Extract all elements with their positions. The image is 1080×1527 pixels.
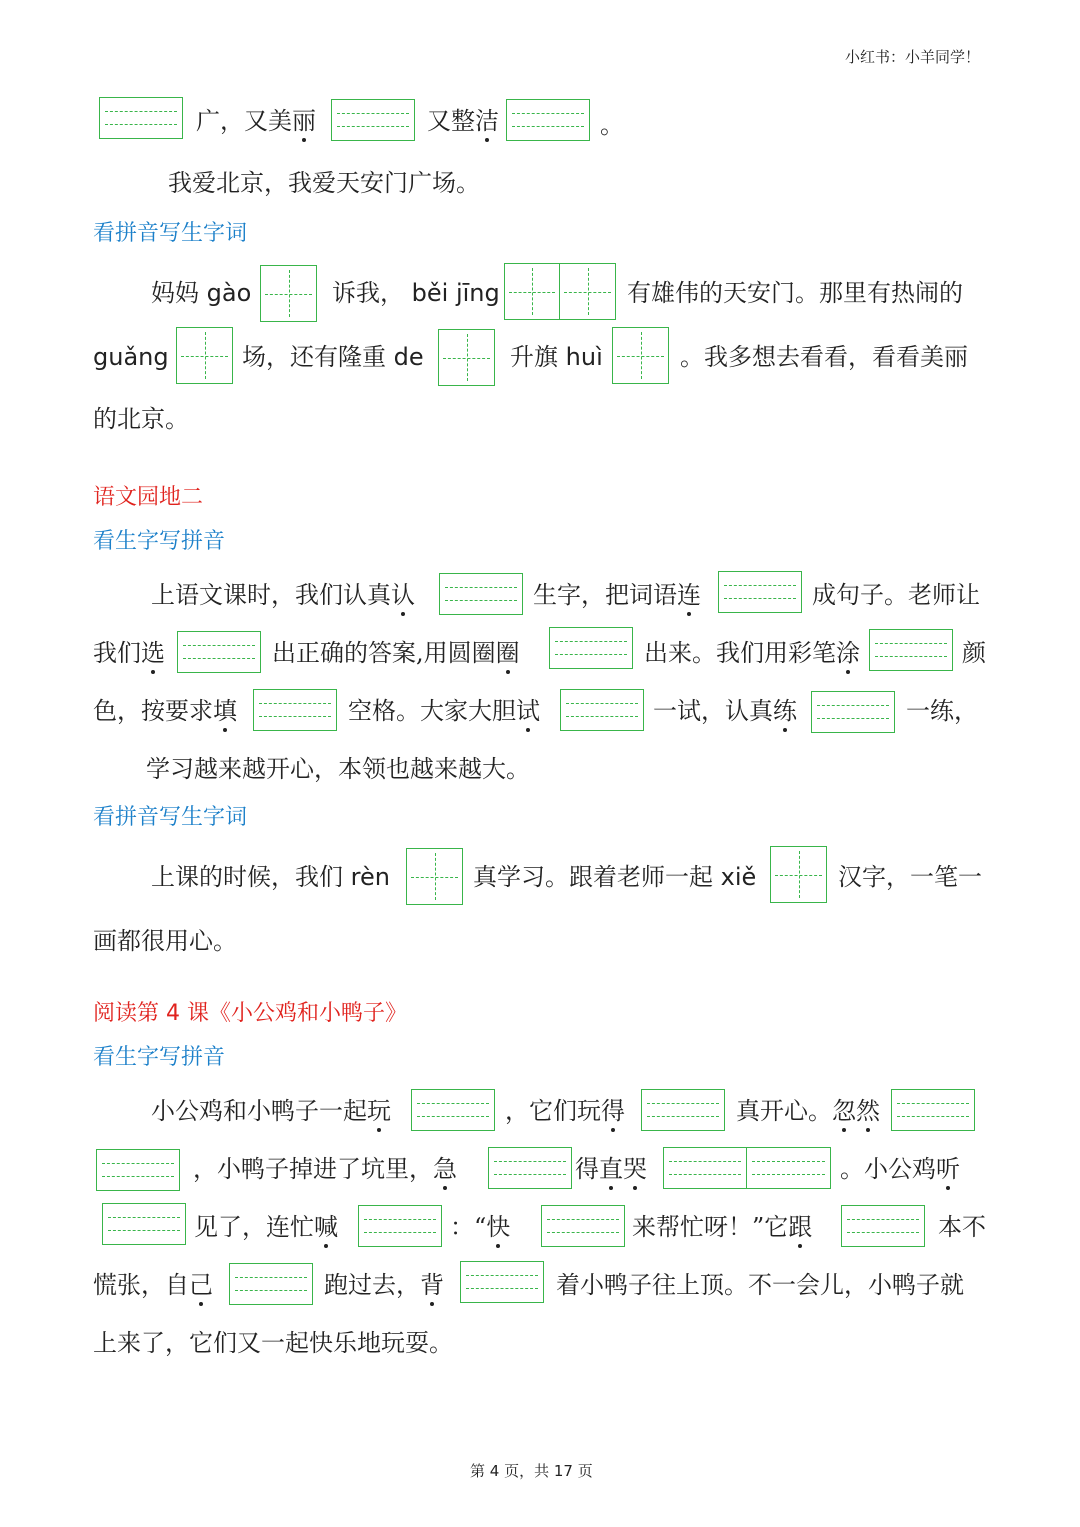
text <box>194 1212 338 1242</box>
dotted-char: 玩 <box>367 1097 391 1125</box>
text-line <box>151 862 390 892</box>
text-line <box>151 580 415 610</box>
text-line: 的北京。 <box>93 405 189 433</box>
text: 空格。大家大胆 <box>348 697 516 725</box>
text: 。小公鸡 <box>840 1155 936 1183</box>
dotted-char: 然 <box>856 1097 880 1125</box>
char-box[interactable] <box>406 848 463 905</box>
pinyin: huì <box>565 343 603 371</box>
text-line <box>427 106 499 136</box>
text: 色，按要求 <box>93 697 213 725</box>
pinyin-box[interactable] <box>869 629 953 671</box>
pinyin-box[interactable] <box>641 1089 725 1131</box>
text: 真开心。 <box>736 1097 832 1125</box>
char-box[interactable] <box>260 265 317 322</box>
pinyin: de <box>393 343 424 371</box>
text: 我们 <box>93 639 141 667</box>
pinyin: běi jīng <box>411 279 500 307</box>
text: 出正确的答案,用圆圈 <box>272 639 496 667</box>
text-line: 我爱北京，我爱天安门广场。 <box>168 169 480 197</box>
pinyin-box[interactable] <box>841 1205 925 1247</box>
text-line <box>151 278 251 308</box>
text <box>533 580 701 610</box>
pinyin-box[interactable] <box>541 1205 625 1247</box>
source-label: 小红书：小羊同学！ <box>845 48 981 66</box>
pinyin-box[interactable] <box>358 1205 442 1247</box>
text <box>644 638 860 668</box>
text: 见了，连忙 <box>194 1213 314 1241</box>
dotted-char: 跟 <box>788 1213 813 1241</box>
text <box>510 342 603 372</box>
text <box>632 1212 812 1242</box>
page-number: 第 4 页，共 17 页 <box>470 1462 593 1480</box>
char-box[interactable] <box>612 327 669 384</box>
text <box>332 278 500 308</box>
pinyin-box[interactable] <box>439 573 523 615</box>
text <box>450 1212 510 1242</box>
text: ，小鸭子掉进了坑里， <box>193 1155 433 1183</box>
text: 升旗 <box>510 343 558 371</box>
char-box[interactable] <box>438 329 495 386</box>
pinyin: guǎng <box>93 343 169 371</box>
dotted-char: 圈 <box>495 639 520 667</box>
text: 一练， <box>906 697 978 725</box>
dotted-char: 喊 <box>314 1213 338 1241</box>
text <box>653 696 797 726</box>
text <box>473 862 756 892</box>
text: 来帮忙呀！”它 <box>632 1213 789 1241</box>
pinyin-box[interactable] <box>560 689 644 731</box>
dotted-char: 急 <box>433 1155 457 1183</box>
pinyin-box[interactable] <box>718 571 802 613</box>
pinyin-box-double[interactable] <box>663 1147 831 1189</box>
text: 慌张，自 <box>93 1271 189 1299</box>
text: 诉我， <box>332 279 404 307</box>
dotted-char: 己 <box>189 1271 213 1299</box>
text: 上课的时候，我们 <box>151 863 343 891</box>
text-line <box>93 638 165 668</box>
text: 。 <box>600 111 624 139</box>
text: 妈妈 <box>151 279 199 307</box>
dotted-char: 直 <box>599 1155 623 1183</box>
text <box>505 1096 625 1126</box>
pinyin-box[interactable] <box>177 631 261 673</box>
text: 小公鸡和小鸭子一起 <box>151 1097 367 1125</box>
text <box>324 1270 444 1300</box>
text-line: 学习越来越开心，本领也越来越大。 <box>146 755 530 783</box>
pinyin-box[interactable] <box>488 1147 572 1189</box>
pinyin-box[interactable] <box>102 1203 186 1245</box>
text: 有雄伟的天安门。那里有热闹的 <box>627 279 963 307</box>
text: 汉字，一笔一 <box>838 863 982 891</box>
text: 又整 <box>427 107 475 135</box>
text <box>193 1154 457 1184</box>
text: 得 <box>575 1155 599 1183</box>
text <box>242 342 424 372</box>
text <box>840 1154 960 1184</box>
dotted-char: 背 <box>420 1271 444 1299</box>
text: ：“ <box>450 1213 487 1241</box>
dotted-char: 洁 <box>475 107 499 135</box>
pinyin-box[interactable] <box>253 689 337 731</box>
dotted-char: 连 <box>677 581 701 609</box>
text <box>575 1154 647 1184</box>
text: 真学习。跟着老师一起 <box>473 863 713 891</box>
pinyin-box[interactable] <box>331 99 415 141</box>
section-heading: 看拼音写生字词 <box>93 221 248 246</box>
dotted-char: 认 <box>391 581 415 609</box>
text: 上语文课时，我们认真 <box>151 581 391 609</box>
pinyin-box[interactable] <box>891 1089 975 1131</box>
text <box>272 638 520 668</box>
dotted-char: 丽 <box>292 107 316 135</box>
pinyin-box[interactable] <box>96 1149 180 1191</box>
char-box[interactable] <box>770 846 827 903</box>
section-heading: 看生字写拼音 <box>93 1045 226 1070</box>
text-line <box>151 1096 391 1126</box>
text: 。我多想去看看，看看美丽 <box>680 343 968 371</box>
text: 颜 <box>962 639 986 667</box>
pinyin-box[interactable] <box>460 1261 544 1303</box>
pinyin-box[interactable] <box>506 99 590 141</box>
text-line <box>93 1270 213 1300</box>
text: 本不 <box>938 1213 986 1241</box>
text-line: 画都很用心。 <box>93 927 237 955</box>
section-title: 语文园地二 <box>93 485 204 510</box>
pinyin-box[interactable] <box>549 627 633 669</box>
text: 广，又美 <box>196 107 292 135</box>
dotted-char: 哭 <box>623 1155 647 1183</box>
text: 场，还有隆重 <box>242 343 386 371</box>
section-heading: 看生字写拼音 <box>93 529 226 554</box>
section-heading: 看拼音写生字词 <box>93 805 248 830</box>
pinyin: xiě <box>720 863 757 891</box>
text: 成句子。老师让 <box>812 581 980 609</box>
dotted-char: 忽 <box>832 1097 856 1125</box>
dotted-char: 填 <box>213 697 237 725</box>
text-line <box>93 696 237 726</box>
text-line <box>196 106 316 136</box>
text: ，它们玩 <box>505 1097 601 1125</box>
text-line: 上来了，它们又一起快乐地玩耍。 <box>93 1329 453 1357</box>
text <box>348 696 540 726</box>
text: 生字，把词语 <box>533 581 677 609</box>
dotted-char: 听 <box>936 1155 960 1183</box>
dotted-char: 得 <box>601 1097 625 1125</box>
pinyin: rèn <box>350 863 390 891</box>
pinyin-box[interactable] <box>229 1263 313 1305</box>
dotted-char: 练 <box>773 697 797 725</box>
text: 出来。我们用彩笔 <box>644 639 836 667</box>
text: 着小鸭子往上顶。不一会儿，小鸭子就 <box>556 1271 964 1299</box>
text <box>736 1096 880 1126</box>
text: 跑过去， <box>324 1271 420 1299</box>
text: 一试，认真 <box>653 697 773 725</box>
dotted-char: 快 <box>486 1213 511 1241</box>
dotted-char: 试 <box>516 697 540 725</box>
pinyin-box[interactable] <box>99 97 183 139</box>
pinyin-box[interactable] <box>411 1089 495 1131</box>
dotted-char: 涂 <box>836 639 860 667</box>
dotted-char: 选 <box>141 639 165 667</box>
section-title: 阅读第 4 课《小公鸡和小鸭子》 <box>93 1001 407 1026</box>
pinyin-box[interactable] <box>811 691 895 733</box>
char-box-double[interactable] <box>504 263 616 320</box>
pinyin: gào <box>206 279 252 307</box>
char-box[interactable] <box>176 327 233 384</box>
